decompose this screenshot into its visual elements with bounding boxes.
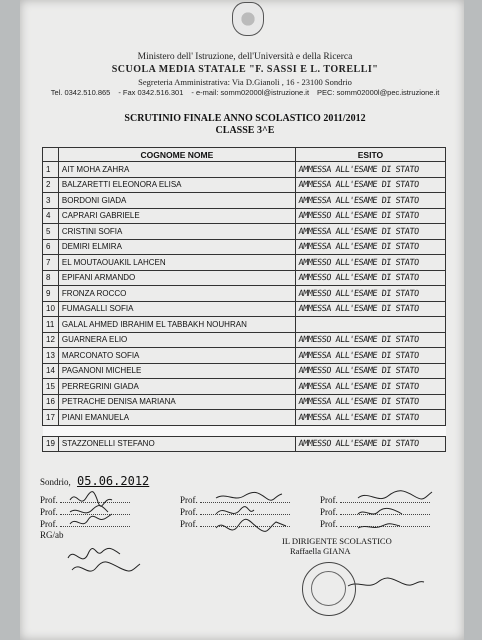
row-number: 12 <box>43 332 59 348</box>
outcome-cell <box>295 317 447 333</box>
student-name: PIANI EMANUELA <box>58 410 295 426</box>
student-name: FRONZA ROCCO <box>58 286 295 302</box>
outcome-column-header: ESITO <box>295 148 445 162</box>
student-name: STAZZONELLI STEFANO <box>58 436 295 452</box>
table-row <box>43 270 446 286</box>
row-number: 7 <box>43 255 59 271</box>
student-name: GUARNERA ELIO <box>58 332 295 348</box>
redacted-row <box>43 425 446 436</box>
pec-address: PEC: somm02000l@pec.istruzione.it <box>317 88 440 97</box>
row-number: 5 <box>43 224 59 240</box>
phone-number: Tel. 0342.510.865 <box>50 88 111 97</box>
row-number: 1 <box>43 162 59 178</box>
outcome-cell: AMMESSO ALL'ESAME DI STATO <box>295 332 447 348</box>
principal-title: IL DIRIGENTE SCOLASTICO <box>282 536 392 546</box>
student-name: PETRACHE DENISA MARIANA <box>58 394 295 410</box>
table-row <box>43 239 446 255</box>
results-table <box>42 147 446 452</box>
teacher-signature-line: Prof. <box>40 518 130 529</box>
number-header <box>43 148 59 162</box>
teacher-signature-line: Prof. <box>180 518 290 529</box>
table-row <box>43 224 446 240</box>
ministry-name: Ministero dell' Istruzione, dell'Università e della Ricerca <box>137 52 353 62</box>
table-row <box>43 410 446 426</box>
table-row <box>43 286 446 302</box>
teacher-signature-line: Prof. <box>320 494 430 505</box>
email-address: - e-mail: somm02000l@istruzione.it <box>191 88 310 97</box>
student-name: EL MOUTAOUAKIL LAHCEN <box>58 255 295 271</box>
handwritten-signatures <box>66 484 466 594</box>
table-row <box>43 162 446 178</box>
table-row <box>43 317 446 333</box>
teacher-signature-line: Prof. <box>320 506 430 517</box>
principal-name: Raffaella GIANA <box>290 546 351 556</box>
redaction-strip <box>43 425 446 436</box>
table-row <box>43 193 446 209</box>
row-number: 15 <box>43 379 59 395</box>
handwritten-date: 05.06.2012 <box>77 474 150 488</box>
row-number: 10 <box>43 301 59 317</box>
table-row <box>43 301 446 317</box>
outcome-cell: AMMESSO ALL'ESAME DI STATO <box>295 255 447 271</box>
student-name: CRISTINI SOFIA <box>58 224 295 240</box>
row-number: 4 <box>43 208 59 224</box>
student-name: BALZARETTI ELEONORA ELISA <box>58 177 295 193</box>
row-number: 17 <box>43 410 59 426</box>
table-header-row <box>43 148 446 162</box>
outcome-cell: AMMESSA ALL'ESAME DI STATO <box>295 394 447 410</box>
student-name: PERREGRINI GIADA <box>58 379 295 395</box>
class-label: CLASSE 3^E <box>215 125 275 136</box>
teacher-signature-line: Prof. <box>180 506 290 517</box>
table-row <box>43 348 446 364</box>
student-name: DEMIRI ELMIRA <box>58 239 295 255</box>
registry-label: RG/ab <box>40 530 64 540</box>
row-number: 14 <box>43 363 59 379</box>
outcome-cell: AMMESSA ALL'ESAME DI STATO <box>295 224 447 240</box>
row-number: 16 <box>43 394 59 410</box>
student-name: AIT MOHA ZAHRA <box>58 162 295 178</box>
student-name: CAPRARI GABRIELE <box>58 208 295 224</box>
outcome-cell: AMMESSA ALL'ESAME DI STATO <box>295 177 447 193</box>
row-number: 6 <box>43 239 59 255</box>
teacher-signature-line: Prof. <box>40 494 130 505</box>
contact-line <box>40 88 450 97</box>
principal-block <box>282 536 392 556</box>
teacher-signature-line: Prof. <box>40 506 130 517</box>
document-title: SCRUTINIO FINALE ANNO SCOLASTICO 2011/2012 <box>124 113 366 124</box>
table-row <box>43 436 446 452</box>
table-row <box>43 208 446 224</box>
teacher-signature-line: Prof. <box>320 518 430 529</box>
outcome-cell: AMMESSA ALL'ESAME DI STATO <box>295 301 447 317</box>
outcome-cell: AMMESSA ALL'ESAME DI STATO <box>295 162 447 178</box>
outcome-cell: AMMESSA ALL'ESAME DI STATO <box>295 193 447 209</box>
republic-emblem-icon <box>232 2 264 36</box>
table-row <box>43 255 446 271</box>
table-row <box>43 363 446 379</box>
row-number: 13 <box>43 348 59 364</box>
row-number: 19 <box>43 436 59 452</box>
fax-number: - Fax 0342.516.301 <box>118 88 184 97</box>
school-address: Segreteria Amministrativa: Via D.Gianoli , 16 - 23100 Sondrio <box>138 77 352 87</box>
row-number: 11 <box>43 317 59 333</box>
name-column-header: COGNOME NOME <box>58 148 295 162</box>
outcome-cell: AMMESSO ALL'ESAME DI STATO <box>295 363 447 379</box>
outcome-cell: AMMESSO ALL'ESAME DI STATO <box>295 436 447 452</box>
table-row <box>43 394 446 410</box>
school-stamp-icon <box>302 562 356 616</box>
table-row <box>43 332 446 348</box>
row-number: 3 <box>43 193 59 209</box>
row-number: 8 <box>43 270 59 286</box>
student-name: MARCONATO SOFIA <box>58 348 295 364</box>
teacher-signature-line: Prof. <box>180 494 290 505</box>
row-number: 9 <box>43 286 59 302</box>
student-name: PAGANONI MICHELE <box>58 363 295 379</box>
outcome-cell: AMMESSO ALL'ESAME DI STATO <box>295 270 447 286</box>
table-row <box>43 177 446 193</box>
table-row <box>43 379 446 395</box>
outcome-cell: AMMESSA ALL'ESAME DI STATO <box>295 348 447 364</box>
student-name: EPIFANI ARMANDO <box>58 270 295 286</box>
student-name: GALAL AHMED IBRAHIM EL TABBAKH NOUHRAN <box>58 317 295 333</box>
outcome-cell: AMMESSO ALL'ESAME DI STATO <box>295 208 447 224</box>
outcome-cell: AMMESSA ALL'ESAME DI STATO <box>295 410 447 426</box>
place-label: Sondrio, <box>40 477 71 487</box>
outcome-cell: AMMESSA ALL'ESAME DI STATO <box>295 379 447 395</box>
row-number: 2 <box>43 177 59 193</box>
school-name: SCUOLA MEDIA STATALE "F. SASSI E L. TORELLI" <box>111 64 379 75</box>
outcome-cell: AMMESSA ALL'ESAME DI STATO <box>295 239 447 255</box>
student-name: FUMAGALLI SOFIA <box>58 301 295 317</box>
outcome-cell: AMMESSO ALL'ESAME DI STATO <box>295 286 447 302</box>
student-name: BORDONI GIADA <box>58 193 295 209</box>
